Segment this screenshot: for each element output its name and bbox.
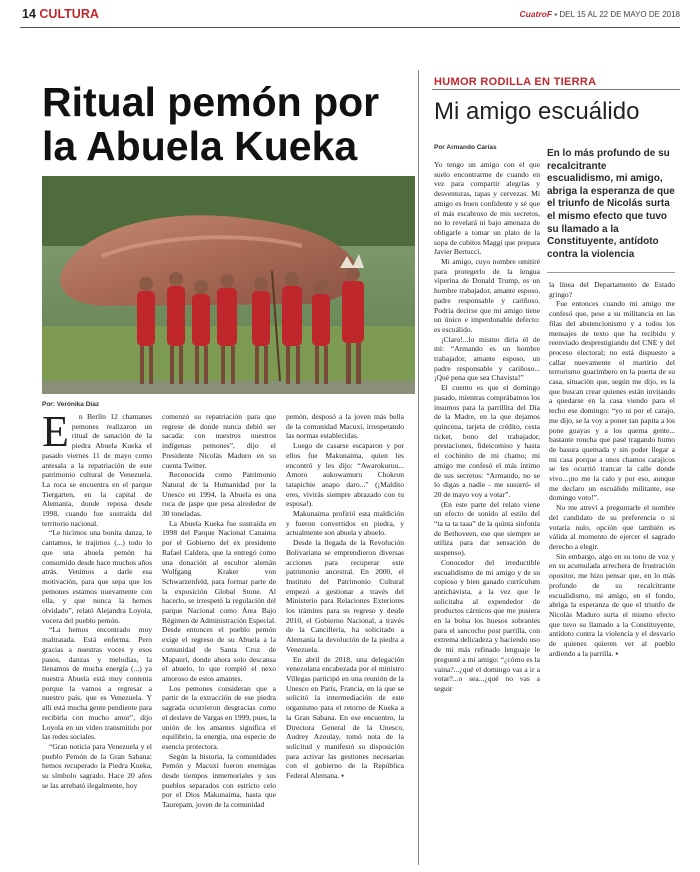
pull-quote: En lo más profundo de su recalcitrante escualidismo, mi amigo, abriga la esperanza de que el triunfo de Nicolás surta el mismo efecto que tuvo su llamado a la Constituyente, antídoto contra la violencia [547,148,675,260]
article-headline: Ritual pemón por la Abuela Kueka [42,79,380,169]
newspaper-logo: CuatroF [519,9,553,19]
article-column-3 [286,412,404,867]
paragraph: Yo tengo un amigo con el que suelo encontrarme de cuando en vez para compartir alegrías y desventuras, tapas y cervezas. Mi amigo es buen confidente y sé que el más escabroso de mis secretos, no lo revelará ni bajo amenaza de obligarle a tomar un plato de la sopa de cubitos Maggi que prepara Javier Bertucci. [434,160,540,257]
pull-quote-divider [547,272,675,273]
paragraph: El cuento es que el domingo pasado, mientras comprábamos los insumos para la parrillita del Día de la Madre, en la que dejamos quincena, tarjeta de crédito, cesta ticket, bono del trabajador, prestaciones, fideicomiso y hasta el cochinito de mi chamo; mi amigo me confesó el más íntimo de sus secretos: “Armando, no se lo digas a nadie - me susurró- el 20 de mayo voy a votar”. [434,383,540,499]
article-byline: Por: Verónika Díaz [42,401,100,408]
paragraph: Desde la llegada de la Revolución Bolivariana se emprendieron diversas acciones para recuperar este patrimonio ancestral. En 2000, el Instituto del Patrimonio Cultural empezó a gestionar a través del Ministerio para Relaciones Exteriores los trámites para su regreso y desde 2010, el Gobierno Nacional, a través de la Cancillería, ha solicitado a Alemania la devolución de la piedra a Venezuela. [286,538,404,654]
paragraph: Sin embargo, algo en su tono de voz y en su acumulada arrechera de frustración opositor, me hizo pensar que, en lo más profundo de su recalcitrante escualidismo, mi amigo, en el fondo, abriga la esperanza de que el triunfo de Nicolás Maduro surta el mismo efecto que tuvo su llamado a la Constituyente, antídoto contra la violencia y el desvarío de quienes quieren ver al pueblo ardiendo a la parrilla. ▪ [549,551,675,658]
paragraph: Fue entonces cuando mi amigo me confesó que, pese a su militancia en las filas del abstencionismo y a todos los mensajes de texto que ha recibido y reenviado desprestigiando del CNE y del proceso electoral; no está dispuesto a callar nuevamente el martirio del terrorismo guarimbero en la puerta de su casa, situación que, según me dijo, es la que buscan crear quienes están invitando a quedarse en la casa viendo para el techo ese domingo: “yo ni por el carajo, me dijo, se la voy a poner tan papita a los pone guayas y a los quema gente... bastante roncha que pasé tragando humo de basura quemada y sin poder llegar a mi casa porque a unos chamos carajicos se les ocurrió trancar la calle donde vivo...¡no me la calo y por eso, aunque me declaro un escuálido militante, ese domingo voto!”. [549,299,675,503]
column-byline: Por Armando Carías [434,144,497,151]
paragraph: No me atreví a preguntarle el nombre del candidato de su preferencia o si votaría nulo, opción que también es válida al momento de ejercer el sagrado derecho a elegir. [549,503,675,551]
paragraph: Conocedor del irreductible escualidismo de mi amigo y de su copioso y bien ganado currículum antichavista, a la vez que le solicitaba al expendedor de productos cárnicos que me pusiera en la bolsa los huesos sobrantes para el sancocho post parrilla, con extrema delicadeza y haciendo uso de mi más refinado lenguaje le pregunté a mi amigo: “¿cómo es la vaina?...¿qué el domingo vas a ir a votar?...o sea...¿qué no vas a seguir [434,557,540,693]
paragraph: pemón, desposó a la joven más bella de la comunidad Macuxí, irrespetando las normas establecidas. [286,412,404,441]
paragraph: Los pemones consideran que a partir de la extracción de ese piedra sagrada ocurrieron desgracias como el deslave de Vargas en 1999, pues, la unión de los amantes significa el equilibrio, la energía, una especie de esencia protectora. [162,683,276,751]
issue-date: DEL 15 AL 22 DE MAYO DE 2018 [559,10,680,19]
paragraph: n Berlín 12 chamanes pemones realizaron un ritual de sanación de la piedra Abuela Kueka el pasado viernes 11 de mayo como antesala a la repatriación de este patrimonio cultural de Venezuela. La roca se encuentra en el parque Tiergarten, en la capital de Alemania, donde reposa desde 1998, cuando fue sustraída del territorio nacional. [42,412,152,528]
section-divider [418,70,419,865]
kicker-divider [432,89,680,90]
header-divider [20,27,680,28]
paragraph: Makunaima profirió esta maldición y fueron convertidos en piedra, y actualmente son abuela y abuelo. [286,509,404,538]
paragraph: comenzó su repatriación para que regrese de donde nunca debió ser sacada: con nuestros nuestros indígenas pemones”, dijo el Presidente Nicolás Maduro en su cuenta Twitter. [162,412,276,470]
article-photo [42,176,415,394]
paragraph: Según la historia, la comunidades Pemón y Macuxí fueron enemigas desde tiempos inmemoriales y sus pueblos separados con estricto celo por el Dios Makunaima, hasta que Taurepam, joven de la comunidad [162,751,276,810]
paragraph: la línea del Departamento de Estado gringo? [549,280,675,299]
paragraph: (En este parte del relato viene un efecto de sonido al estilo del “ta ta ta taaa” de la quinta sinfonía de Bethoveen, ese que siempre se utiliza para dar sensación de suspenso). [434,499,540,558]
article-column-2 [162,412,276,867]
separator-icon: ▪ [554,10,558,19]
photo-illustration [42,176,415,394]
column-body-1 [434,160,540,865]
paragraph: Mi amigo, cuyo nombre omitiré para protegerlo de la lengua viperina de Donald Trump, es un hombre trabajador, amante esposo, padre responsable y cariñoso. Podría decirse que mi amigo tiene un único e imperdonable defecto: es escuálido. [434,257,540,334]
paragraph: Reconocida como Patrimonio Natural de la Humanidad por la Unesco en 1994, la Abuela es una roca de jaspe que pesa alrededor de 30 toneladas. [162,470,276,519]
column-kicker: HUMOR RODILLA EN TIERRA [434,76,597,88]
paragraph: “Gran noticia para Venezuela y el pueblo Pemón de la Gran Sabana: hemos recuperado la Piedra Kueka, su símbolo sagrado. Hace 20 años se las arrebató ilegalmente, hoy [42,741,152,790]
article-column-1 [42,412,152,867]
paragraph: “La hemos encontrado muy maltratada. Está enferma. Pero gracias a nuestras voces y esos pasos, danzas y melodías, la llenamos de mucha energía (...) ya nuestra Abuela está muy contenta porque la vamos a regresar a nuestro país, que es Venezuela. Y allí está mucha gente pendiente para recibirla con mucho amor”, dijo Loyola en un video transmitido por las redes sociales. [42,625,152,742]
page-number: 14 [22,7,36,21]
paragraph: La Abuela Kueka fue sustraída en 1998 del Parque Nacional Canaima por el Gobierno del ex presidente Rafael Caldera, que la entregó como una donación al escultor alemán Wolfgang Kraker von Schwarzenfeld, para formar parte de la exposición Global Stone. Al hacerlo, se irrespetó la regulación del parque Nacional como Área Bajo Régimen de Administración Especial. Desde entonces el pueblo pemón exige el regreso de su Abuela a la comunidad de Santa Cruz de Mapaurí, donde ahora solo descansa el abuelo, lo que rompió el nexo amoroso de estos amantes. [162,518,276,683]
paragraph: Luego de casarse escaparon y por ellos fue Makunaima, quien les encontró y les dijo: “Awarokuruu... Amoro aukowamuru Chokron tatapichie anapo daro...” (¡Maldito eres, vivirás siempre abrazado con tu esposa!). [286,441,404,509]
page-header-date [519,9,680,19]
paragraph: En abril de 2018, una delegación venezolana encabezada por el ministro Villegas participó en una reunión de la Unesco en París, Francia, en la que se solicitó la intermediación de este organismo para el retorno de Kueka a la Gran Sabana. En ese encuentro, la Directora General de la Unesco, Audrey Azoulay, tomó nota de la solicitud y manifestó su disposición para activar las gestiones necesarias con el gobierno de la República Federal Alemana. ▪ [286,654,404,781]
page-header-section [22,7,99,21]
column-body-2 [549,280,675,865]
column-title: Mi amigo escuálido [434,98,640,125]
paragraph: ¡Claro!...lo mismo diría él de mí: “Armando es un hombre trabajador, amante esposo, un padre responsable y cariñoso... ¡Qué pena que sea Chavista!” [434,334,540,383]
paragraph: “Le hicimos una bonita danza, le cantamos, le trajimos (...) todo lo que una abuela pemón ha consumido desde hace muchos años atrás. Venimos a darle esa motivación, para que sepa que los pemones estamos nuevamente con ella, y que nunca la hemos olvidado”, relató Alejandra Loyola, vocera del pueblo pemón. [42,528,152,625]
section-name: CULTURA [39,7,99,21]
drop-cap: E [42,412,69,456]
